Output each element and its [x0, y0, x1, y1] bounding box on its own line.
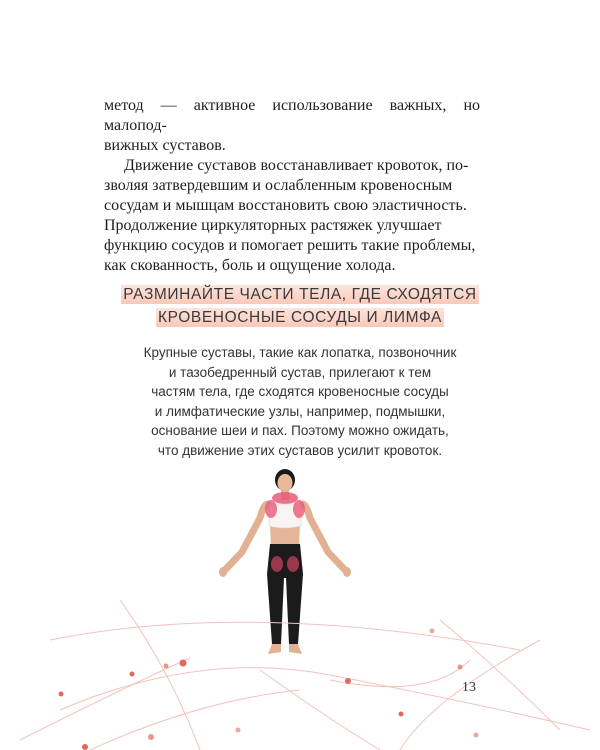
page-number: 13	[462, 680, 476, 695]
lead-line-3: частям тела, где сходятся кровеносные сосуды	[151, 384, 449, 399]
p2-line-5: функцию сосудов и помогает решить такие проблемы,	[104, 237, 476, 254]
lead-line-2: и тазобедренный сустав, прилегают к тем	[168, 364, 432, 380]
p2-line-1: Движение суставов восстанавливает кровоток, по-	[124, 157, 469, 174]
heading-line-1: РАЗМИНАЙТЕ ЧАСТИ ТЕЛА, ГДЕ СХОДЯТСЯ	[123, 286, 477, 303]
lead-line-5: основание шеи и пах. Поэтому можно ожидать,	[151, 423, 449, 438]
p2-line-3: сосудам и мышцам восстановить свою эластичность.	[104, 197, 467, 214]
decorative-network-pattern	[0, 580, 600, 750]
p2-line-2: зволяя затвердевшим и ослабленным кровеносным	[104, 177, 453, 194]
p1-line-1: метод — активное использование важных, но малопод-	[104, 97, 480, 134]
p1-line-2: вижных суставов.	[104, 137, 226, 154]
p2-line-6: как скованность, боль и ощущение холода.	[104, 257, 396, 274]
body-text	[104, 96, 480, 276]
heading-line-2: КРОВЕНОСНЫЕ СОСУДЫ И ЛИМФА	[158, 309, 442, 326]
p2-line-4: Продолжение циркуляторных растяжек улучшает	[104, 217, 442, 234]
section-heading	[0, 283, 600, 329]
lead-line-6: что движение этих суставов усилит кровоток.	[157, 442, 443, 458]
paragraph-2	[104, 156, 480, 276]
lead-line-4: и лимфатические узлы, например, подмышки,	[154, 403, 446, 419]
lead-line-1: Крупные суставы, такие как лопатка, позвоночник	[143, 345, 457, 360]
paragraph-1	[104, 96, 480, 156]
lead-paragraph	[0, 343, 600, 460]
